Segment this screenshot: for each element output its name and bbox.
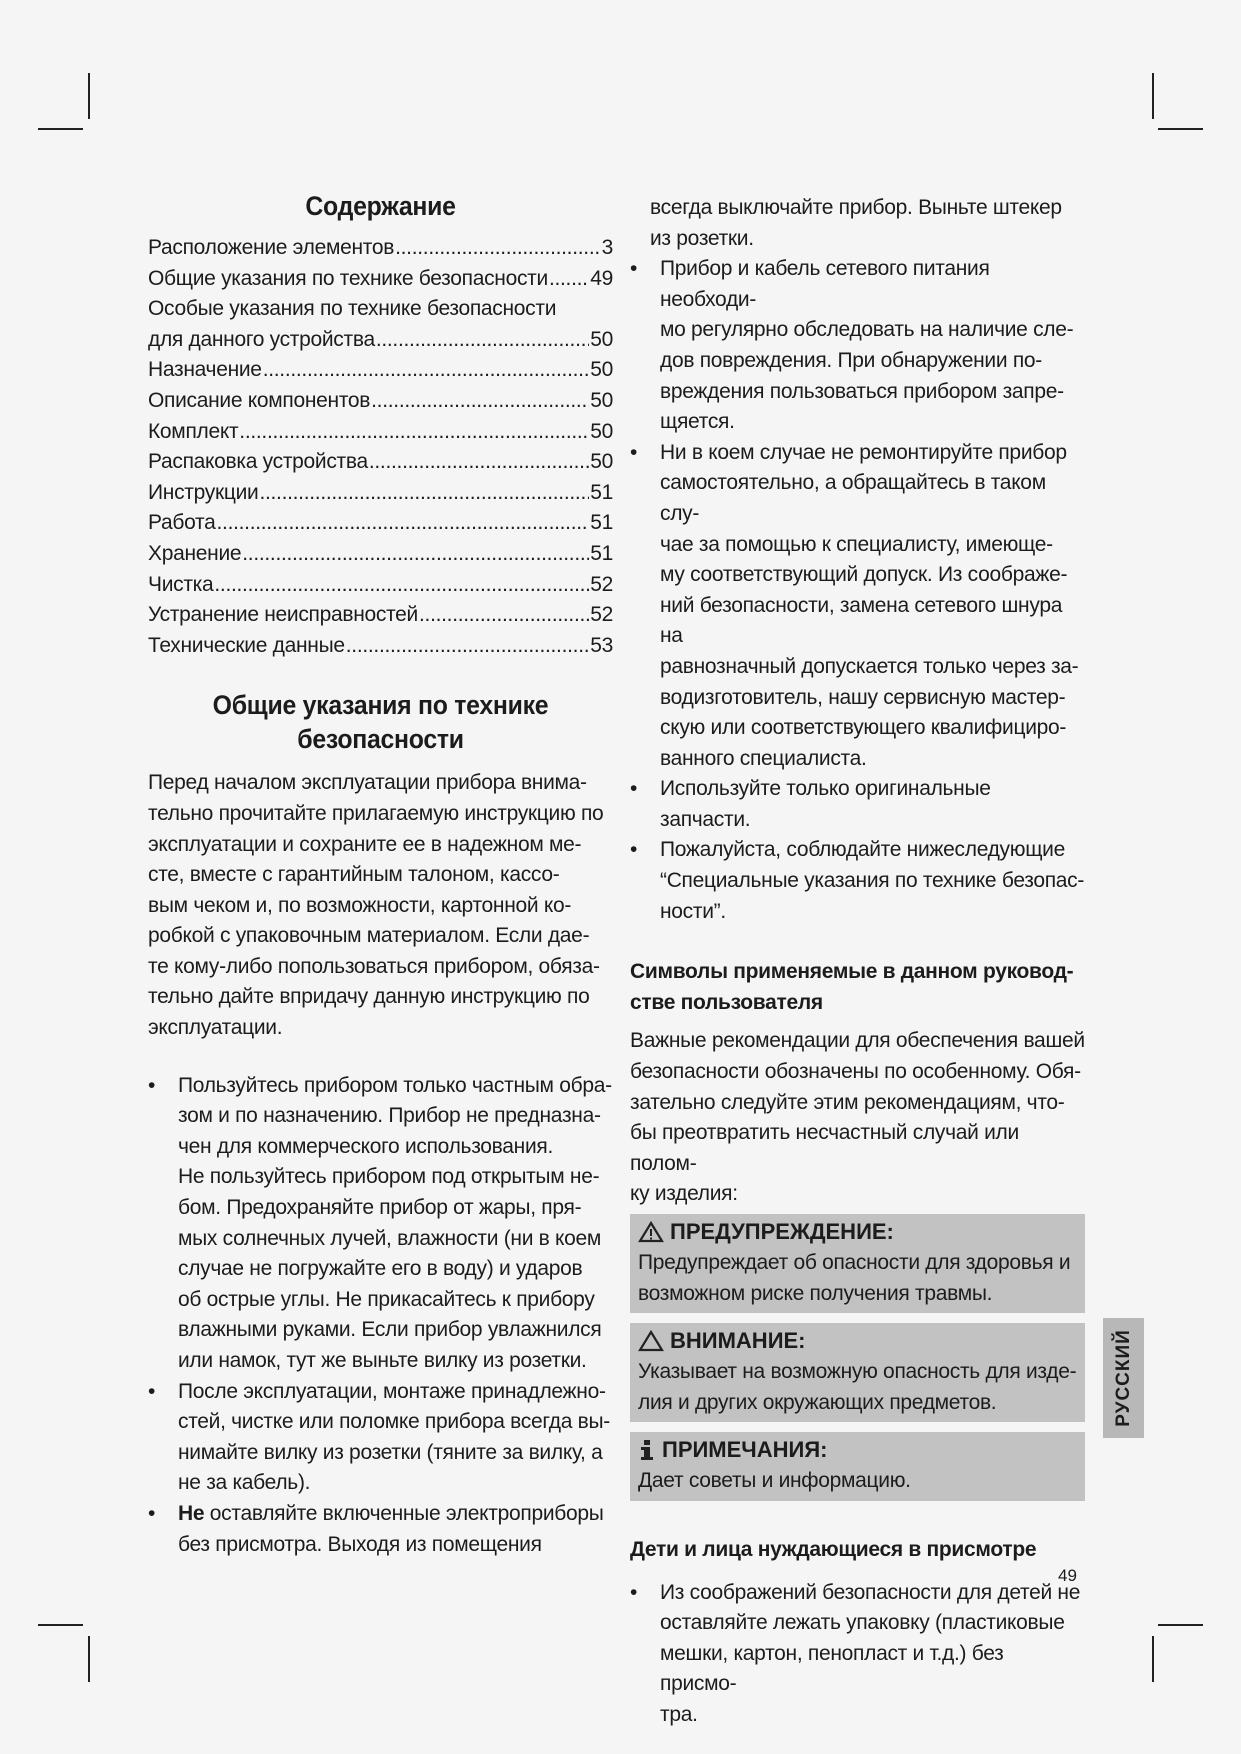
toc-entry[interactable]: Расположение элементов ..... 3 [148, 233, 613, 264]
toc-entry[interactable]: Общие указания по технике безопасности ..... 49 [148, 264, 613, 295]
list-item: • Из соображений безопасности для детей не оставляйте лежать упаковку (пластиковые мешки, картон, пенопласт и т.д.) без присмо- тра. [630, 1580, 1081, 1726]
list-item: • Пожалуйста, соблюдайте нижеследующие “Специальные указания по технике безопас- ности”. [630, 838, 1085, 923]
safety-intro: Перед началом эксплуатации прибора внима- тельно прочитайте прилагаемую инструкцию по эксплуатации и сохраните ее в надежном ме- сте, вместе с гарантийным талоном, кассо- вым чеком и, по возможности, картонной ко- робкой с упаковочным материалом. Если дае- те кому-либо попользоваться прибором, обяза- тельно дайте впридачу данную инструкцию по эксплуатации. [148, 771, 604, 1040]
symbols-intro: Важные рекомендации для обеспечения вашей безопасности обозначены по особенному. Обя- зательно следуйте этим рекомендациям, что- бы преотвратить несчастный случай или полом- ку изделия: [630, 1029, 1085, 1206]
children-bullets [630, 1578, 1085, 1731]
page-number: 49 [1058, 1566, 1077, 1585]
crop-mark [88, 1636, 90, 1682]
list-item: • Используйте только оригинальные запчасти. [630, 777, 991, 831]
crop-mark [1158, 1624, 1203, 1626]
list-item: • Ни в коем случае не ремонтируйте прибор самостоятельно, а обращайтесь в таком слу- чае за помощью к специалисту, имеюще- му соответствующий допуск. Из соображе- ний безопасности, замена сетевого шнура на равнозначный допускается только через за- водизготовитель, нашу сервисную мастер- скую или соответствующего квалифициро- ванного специалиста. [630, 440, 1079, 770]
toc-entry[interactable]: Хранение ..... 51 [148, 539, 613, 570]
toc-entry[interactable]: для данного устройства ..... 50 [148, 325, 613, 356]
info-icon [638, 1439, 656, 1461]
warning-box [630, 1214, 1085, 1313]
crop-mark [38, 1624, 83, 1626]
warning-triangle-icon [638, 1221, 664, 1243]
note-text: Дает советы и информацию. [638, 1469, 911, 1493]
toc-entry[interactable]: Комплект ..... 50 [148, 417, 613, 448]
note-title: ПРИМЕЧАНИЯ: [662, 1437, 828, 1463]
crop-mark [1152, 73, 1154, 119]
crop-mark [88, 73, 90, 119]
crop-mark [1152, 1636, 1154, 1682]
list-item: • Прибор и кабель сетевого питания необходи- мо регулярно обследовать на наличие сле- дов повреждения. При обнаружении по- вреждения пользоваться прибором запре- щяется. [630, 257, 1074, 434]
continued-text: всегда выключайте прибор. Выньте штекер из розетки. [650, 196, 1062, 250]
toc-entry[interactable]: Инструкции ..... 51 [148, 478, 613, 509]
right-column [630, 193, 1085, 1731]
list-item: • После эксплуатации, монтаже принадлежно- стей, чистке или поломке прибора всегда вы- нимайте вилку из розетки (тяните за вилку, а не за кабель). [148, 1379, 610, 1495]
toc-entry[interactable]: Технические данные ..... 53 [148, 631, 613, 662]
safety-title: Общие указания по технике безопасности [212, 690, 549, 755]
symbols-heading: Символы применяемые в данном руковод- стве пользователя [630, 960, 1074, 1014]
crop-mark [1158, 128, 1203, 130]
language-tab: РУССКИЙ [1103, 1318, 1144, 1438]
warning-text: Предупреждает об опасности для здоровья и возможном риске получения травмы. [638, 1251, 1071, 1305]
children-heading: Дети и лица нуждающиеся в присмотре [630, 1537, 1037, 1561]
safety-bullets-cont [630, 254, 1085, 927]
caution-triangle-icon [638, 1330, 664, 1352]
table-of-contents [148, 233, 613, 661]
emphasis-text: Не [178, 1501, 205, 1525]
toc-entry[interactable]: Устранение неисправностей ..... 52 [148, 600, 613, 631]
crop-mark [38, 128, 83, 130]
toc-entry[interactable]: Чистка ..... 52 [148, 570, 613, 601]
toc-title: Содержание [305, 191, 456, 221]
note-box [630, 1432, 1085, 1501]
caution-title: ВНИМАНИЕ: [670, 1328, 806, 1354]
toc-entry[interactable]: Работа ..... 51 [148, 508, 613, 539]
toc-entry-line1[interactable]: Особые указания по технике безопасности [148, 297, 557, 321]
safety-bullets [148, 1071, 613, 1561]
toc-entry[interactable]: Распаковка устройства ..... 50 [148, 447, 613, 478]
caution-text: Указывает на возможную опасность для изде- лия и других окружающих предметов. [638, 1360, 1077, 1414]
left-column [148, 190, 613, 1560]
list-item: • Не оставляйте включенные электроприборы без присмотра. Выходя из помещения [148, 1501, 604, 1556]
warning-title: ПРЕДУПРЕЖДЕНИЕ: [670, 1219, 894, 1244]
toc-entry[interactable]: Описание компонентов ..... 50 [148, 386, 613, 417]
toc-entry[interactable]: Назначение ..... 50 [148, 355, 613, 386]
list-item: • Пользуйтесь прибором только частным обра- зом и по назначению. Прибор не предназна- чен для коммерческого использования. Не пользуйтесь прибором под открытым не- бом. Предохраняйте прибор от жары, пря- мых солнечных лучей, влажности (ни в коем случае не погружайте его в воду) и ударов об острые углы. Не прикасайтесь к прибору влажными руками. Если прибор увлажнился или намок, тут же выньте вилку из розетки. [148, 1073, 612, 1372]
caution-box [630, 1323, 1085, 1422]
